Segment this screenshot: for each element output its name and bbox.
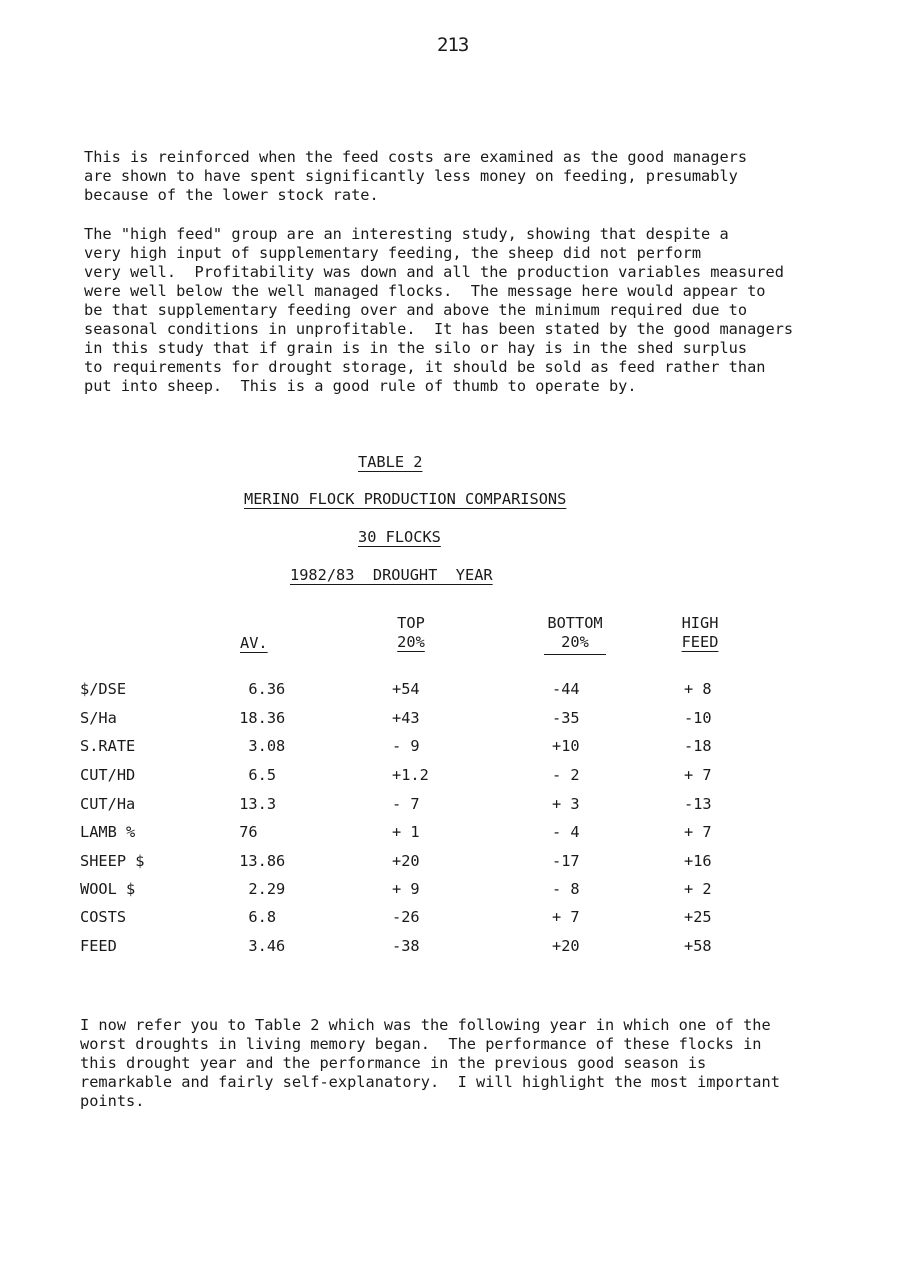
column-header-high-feed	[672, 614, 728, 652]
table-row	[0, 880, 900, 900]
row-label-cell: LAMB %	[80, 823, 136, 841]
row-bottom-20-cell: + 7	[552, 908, 580, 926]
row-bottom-20-cell: -17	[552, 852, 580, 870]
table-period: 1982/83 DROUGHT YEAR	[290, 566, 493, 584]
table-row	[0, 852, 900, 872]
column-header-top-line2: 20%	[397, 633, 425, 651]
row-bottom-20-cell: - 8	[552, 880, 580, 898]
row-label-cell: FEED	[80, 937, 117, 955]
row-average-cell: 13.86	[230, 852, 286, 870]
column-header-top-20	[386, 614, 436, 652]
table-row	[0, 937, 900, 957]
row-high-feed-cell: -13	[684, 795, 712, 813]
row-label-cell: CUT/Ha	[80, 795, 136, 813]
row-high-feed-cell: -18	[684, 737, 712, 755]
row-average-cell: 2.29	[230, 880, 286, 898]
row-average-cell: 13.3	[230, 795, 277, 813]
table-row	[0, 709, 900, 729]
row-bottom-20-cell: -35	[552, 709, 580, 727]
row-average-cell: 6.36	[230, 680, 286, 698]
row-high-feed-cell: + 2	[684, 880, 712, 898]
row-high-feed-cell: + 7	[684, 766, 712, 784]
row-bottom-20-cell: +10	[552, 737, 580, 755]
row-high-feed-cell: + 8	[684, 680, 712, 698]
row-label-cell: CUT/HD	[80, 766, 136, 784]
paragraph-feed-costs: This is reinforced when the feed costs are examined as the good managers are shown to have spent significantly less money on feeding, presumably because of the lower stock rate.	[84, 148, 748, 204]
row-high-feed-cell: + 7	[684, 823, 712, 841]
table-row	[0, 766, 900, 786]
table-row	[0, 795, 900, 815]
column-header-average	[240, 634, 280, 653]
row-top-20-cell: + 9	[392, 880, 420, 898]
row-high-feed-cell: +25	[684, 908, 712, 926]
table-row	[0, 908, 900, 928]
table-title: MERINO FLOCK PRODUCTION COMPARISONS	[244, 490, 567, 508]
table-subtitle: 30 FLOCKS	[358, 528, 441, 546]
row-label-cell: $/DSE	[80, 680, 127, 698]
row-high-feed-cell: +58	[684, 937, 712, 955]
column-header-top-line1: TOP	[397, 614, 425, 632]
column-header-average-label: AV.	[240, 634, 268, 652]
column-header-high-line1: HIGH	[681, 614, 719, 632]
row-label-cell: SHEEP $	[80, 852, 145, 870]
row-average-cell: 76	[230, 823, 258, 841]
row-label-cell: S.RATE	[80, 737, 136, 755]
column-header-bottom-line2: 20%	[561, 633, 589, 651]
row-top-20-cell: +54	[392, 680, 420, 698]
column-header-bottom-rule	[544, 654, 606, 655]
column-header-bottom-line1: BOTTOM	[547, 614, 603, 632]
row-bottom-20-cell: - 2	[552, 766, 580, 784]
row-label-cell: S/Ha	[80, 709, 117, 727]
row-top-20-cell: -26	[392, 908, 420, 926]
row-bottom-20-cell: -44	[552, 680, 580, 698]
row-label-cell: COSTS	[80, 908, 127, 926]
row-top-20-cell: + 1	[392, 823, 420, 841]
row-average-cell: 3.08	[230, 737, 286, 755]
paragraph-table-reference: I now refer you to Table 2 which was the following year in which one of the worst droughts in living memory began. The performance of these flocks in this drought year and the performance in the previous good season is remarkable and fairly self-explanatory. I will highlight the most important points.	[80, 1016, 780, 1110]
column-header-high-line2: FEED	[681, 633, 719, 651]
paragraph-high-feed: The "high feed" group are an interesting study, showing that despite a very high input of supplementary feeding, the sheep did not perform very well. Profitability was down and all the production variables measured were well below the well managed flocks. The message here would appear to be that supplementary feeding over and above the minimum required due to seasonal conditions in unprofitable. It has been stated by the good managers in this study that if grain is in the silo or hay is in the shed surplus to requirements for drought storage, it should be sold as feed rather than put into sheep. This is a good rule of thumb to operate by.	[84, 225, 794, 395]
row-bottom-20-cell: +20	[552, 937, 580, 955]
row-top-20-cell: +20	[392, 852, 420, 870]
row-bottom-20-cell: + 3	[552, 795, 580, 813]
row-average-cell: 6.8	[230, 908, 277, 926]
row-top-20-cell: +1.2	[392, 766, 429, 784]
row-high-feed-cell: -10	[684, 709, 712, 727]
row-high-feed-cell: +16	[684, 852, 712, 870]
page-number: 213	[437, 34, 469, 56]
row-average-cell: 18.36	[230, 709, 286, 727]
table-label: TABLE 2	[358, 453, 423, 471]
row-average-cell: 3.46	[230, 937, 286, 955]
row-bottom-20-cell: - 4	[552, 823, 580, 841]
row-top-20-cell: - 9	[392, 737, 420, 755]
table-row	[0, 823, 900, 843]
column-header-bottom-20	[540, 614, 610, 655]
row-label-cell: WOOL $	[80, 880, 136, 898]
row-average-cell: 6.5	[230, 766, 277, 784]
row-top-20-cell: -38	[392, 937, 420, 955]
row-top-20-cell: - 7	[392, 795, 420, 813]
table-row	[0, 680, 900, 700]
row-top-20-cell: +43	[392, 709, 420, 727]
table-row	[0, 737, 900, 757]
